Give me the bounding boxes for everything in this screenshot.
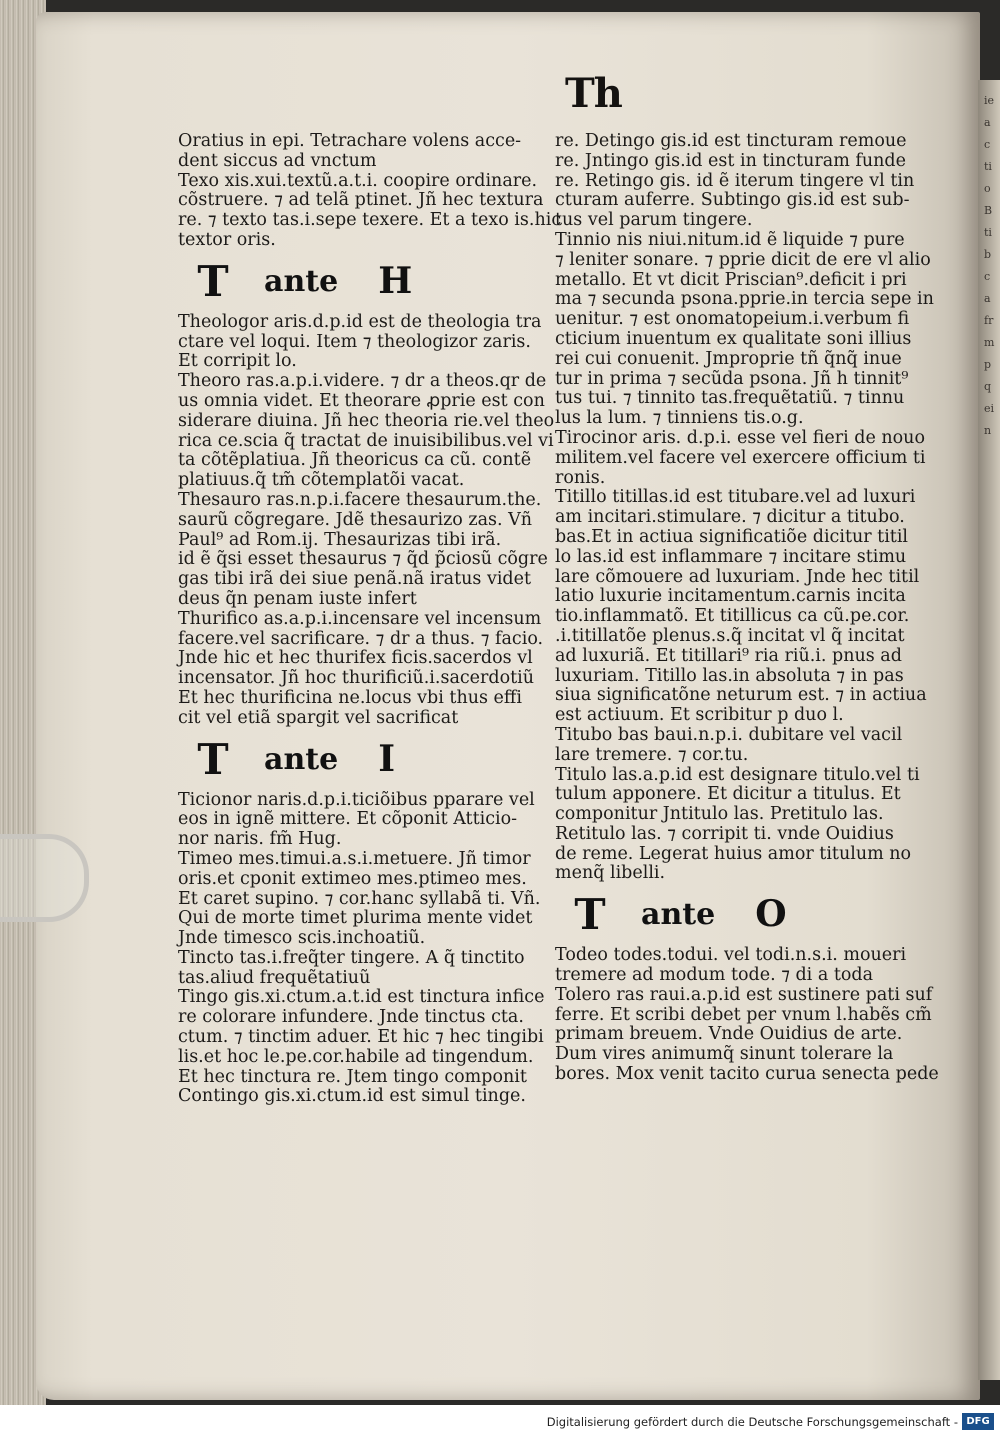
text-line: oris.et cponit extimeo mes.ptimeo mes. [178,868,527,889]
facing-page-text [984,90,1000,1290]
text-line: Dum vires animumq̃ sinunt tolerare la [555,1044,894,1065]
text-line: Paul⁹ ad Rom.ij. Thesaurizas tibi irã. [178,529,502,550]
text-line: primam breuem. Vnde Ouidius de arte. [555,1024,903,1045]
text-line: cticium inuentum ex qualitate soni illius [555,328,912,349]
text-line: Et hec thurificina ne.locus vbi thus effi [178,687,522,708]
text-line: luxuriam. Titillo las.in absoluta ⁊ in pas [555,665,904,686]
section-letter: H [378,259,413,302]
section-ante: ante [264,263,339,299]
text-line: saurũ cõgregare. Jdẽ thesaurizo zas. Vñ [178,509,533,530]
footer-bar [0,1405,1000,1438]
facing-fragment: p [984,358,992,371]
text-line: ad luxuriã. Et titillari⁹ ria riũ.i. pnus ad [555,645,902,666]
text-line: Tinnio nis niui.nitum.id ẽ liquide ⁊ pure [555,229,905,250]
text-line: Et corripit lo. [178,351,297,372]
text-line: tio.inflammatõ. Et titillicus ca cũ.pe.cor. [555,606,910,627]
text-line: uenitur. ⁊ est onomatopeium.i.verbum fi [555,309,910,330]
text-line: re. Retingo gis. id ẽ iterum tingere vl tin [555,170,915,191]
text-line: bas.Et in actiua significatiõe dicitur titil [555,526,909,547]
left-column [178,131,562,1107]
facing-fragment: m [984,336,995,349]
text-line: Jnde hic et hec thurifex ficis.sacerdos vl [178,648,533,669]
text-line: Titulo las.a.p.id est designare titulo.vel ti [555,764,920,785]
text-line: Timeo mes.timui.a.s.i.metuere. Jñ timor [178,848,531,869]
text-line: componitur Jntitulo las. Pretitulo las. [555,804,884,825]
section-letter: O [755,893,787,936]
text-line: am incitari.stimulare. ⁊ dicitur a titubo. [555,507,905,528]
page-heading: Th [565,70,622,117]
facing-fragment: B [984,204,993,217]
text-line: eos in ignẽ mittere. Et cõponit Atticio- [178,809,518,830]
text-line: ta cõtẽplatiua. Jñ theoricus ca cũ. contẽ [178,450,532,471]
text-line: facere.vel sacrificare. ⁊ dr a thus. ⁊ facio. [178,628,544,649]
text-line: id ẽ q̃si esset thesaurus ⁊ q̃d p̃ciosũ cõgre [178,549,548,570]
text-line: Tolero ras raui.a.p.id est sustinere pati suf [555,984,933,1005]
text-line: re colorare infundere. Jnde tinctus cta. [178,1007,524,1028]
text-line: Texo xis.xui.textũ.a.t.i. coopire ordinare. [178,170,538,191]
text-line: tremere ad modum tode. ⁊ di a toda [555,965,874,986]
text-line: ma ⁊ secunda psona.pprie.in tercia sepe in [555,289,934,310]
section-initial: T [197,256,229,306]
facing-fragment: q [984,380,992,393]
text-line: metallo. Et vt dicit Priscian⁹.deficit i pri [555,269,907,290]
text-line: siderare diuina. Jñ hec theoria rie.vel theo [178,410,555,431]
right-column [555,131,939,1085]
text-line: re. Jntingo gis.id est in tincturam funde [555,150,906,171]
section-heading [178,251,550,313]
text-line: tas.aliud frequẽtatiuũ [178,967,371,988]
text-line: nor naris. fm̃ Hug. [178,829,342,850]
text-line: Contingo gis.xi.ctum.id est simul tinge. [178,1086,526,1107]
section-heading [178,729,550,791]
text-line: Et hec tinctura re. Jtem tingo componit [178,1066,527,1087]
facing-fragment: ti [984,226,992,239]
text-line: lare cõmouere ad luxuriam. Jnde hec titil [555,566,920,587]
text-line: cturam auferre. Subtingo gis.id est sub- [555,190,910,211]
section-heading [555,884,935,946]
text-line: menq̃ libelli. [555,863,666,884]
text-line: bores. Mox venit tacito curua senecta pede [555,1064,939,1085]
text-line: ⁊ leniter sonare. ⁊ pprie dicit de ere vl alio [555,249,931,270]
text-line: Ticionor naris.d.p.i.ticiõibus pparare vel [178,789,535,810]
facing-fragment: n [984,424,992,437]
text-line: re. Detingo gis.id est tincturam remoue [555,131,907,151]
text-line: siua significatõne neturum est. ⁊ in actiua [555,685,927,706]
text-line: latio luxurie incitamentum.carnis incita [555,586,906,607]
text-line: tus vel parum tingere. [555,210,753,231]
text-line: Qui de morte timet plurima mente videt [178,908,533,929]
text-line: Titubo bas baui.n.p.i. dubitare vel vacil [555,724,903,745]
text-line: Titillo titillas.id est titubare.vel ad luxuri [555,487,916,508]
text-line: Oratius in epi. Tetrachare volens acce- [178,131,522,151]
text-line: Thurifico as.a.p.i.incensare vel incensum [178,608,542,629]
facing-fragment: fr [984,314,994,327]
text-line: tulum apponere. Et dicitur a titulus. Et [555,784,901,805]
text-line: Tincto tas.i.freq̃ter tingere. A q̃ tinctito [178,947,525,968]
facing-fragment: a [984,116,991,129]
section-initial: T [574,890,606,940]
text-line: rica ce.scia q̃ tractat de inuisibilibus.vel vi [178,430,554,451]
text-line: incensator. Jñ hoc thurificiũ.i.sacerdotiũ [178,668,535,689]
text-line: ferre. Et scribi debet per vnum l.habẽs cm̃ [555,1004,932,1025]
text-line: .i.titillatõe plenus.s.q̃ incitat vl q̃ incitat [555,625,905,646]
text-line: platiuus.q̃ tm̃ cõtemplatõi vacat. [178,470,465,491]
section-ante: ante [264,741,339,777]
text-line: Et caret supino. ⁊ cor.hanc syllabã ti. Vñ. [178,888,541,909]
text-line: lus la lum. ⁊ tinniens tis.o.g. [555,408,804,429]
text-line: Retitulo las. ⁊ corripit ti. vnde Ouidius [555,823,894,844]
text-line: dent siccus ad vnctum [178,150,377,171]
text-line: de reme. Legerat huius amor titulum no [555,843,912,864]
text-line: Theologor aris.d.p.id est de theologia tra [178,311,542,332]
text-line: ctare vel loqui. Item ⁊ theologizor zaris. [178,331,531,352]
text-line: cõstruere. ⁊ ad telã ptinet. Jñ hec textura [178,190,544,211]
section-letter: I [378,737,396,780]
text-line: lis.et hoc le.pe.cor.habile ad tingendum. [178,1046,534,1067]
text-line: re. ⁊ texto tas.i.sepe texere. Et a texo is.hic [178,210,562,231]
text-line: lo las.id est inflammare ⁊ incitare stimu [555,546,907,567]
text-line: Jnde timesco scis.inchoatiũ. [178,928,426,949]
text-line: tus tui. ⁊ tinnito tas.frequẽtatiũ. ⁊ tinnu [555,388,905,409]
facing-fragment: ei [984,402,995,415]
facing-fragment: ti [984,160,992,173]
text-line: Theoro ras.a.p.i.videre. ⁊ dr a theos.qr de [178,371,547,392]
text-line: rei cui conuenit. Jmproprie tñ q̃nq̃ inue [555,348,902,369]
text-line: Todeo todes.todui. vel todi.n.s.i. moueri [555,945,907,966]
dfg-logo[interactable]: DFG [962,1413,994,1430]
text-line: cit vel etiã spargit vel sacrificat [178,707,459,728]
text-line: textor oris. [178,229,276,250]
facing-fragment: c [984,138,991,151]
text-line: ronis. [555,467,606,488]
facing-fragment: ie [984,94,995,107]
text-line: gas tibi irã dei siue penã.nã iratus videt [178,569,532,590]
text-line: ctum. ⁊ tinctim aduer. Et hic ⁊ hec tingibi [178,1027,544,1048]
text-line: Tingo gis.xi.ctum.a.t.id est tinctura infice [178,987,545,1008]
text-line: us omnia videt. Et theorare ꝓprie est con [178,390,545,411]
text-line: militem.vel facere vel exercere officium ti [555,447,926,468]
footer-credit: Digitalisierung gefördert durch die Deutsche Forschungsgemeinschaft - [546,1415,958,1429]
facing-fragment: o [984,182,991,195]
page-clip [0,834,89,922]
text-line: Thesauro ras.n.p.i.facere thesaurum.the. [178,489,542,510]
text-line: est actiuum. Et scribitur p duo l. [555,705,844,726]
text-line: tur in prima ⁊ secũda psona. Jñ h tinnit⁹ [555,368,909,389]
section-initial: T [197,734,229,784]
facing-fragment: b [984,248,992,261]
facing-fragment: c [984,270,991,283]
text-line: Tirocinor aris. d.p.i. esse vel fieri de nouo [555,427,925,448]
text-line: lare tremere. ⁊ cor.tu. [555,744,749,765]
facing-fragment: a [984,292,991,305]
section-ante: ante [641,897,716,933]
text-line: deus q̃n penam iuste infert [178,588,417,609]
